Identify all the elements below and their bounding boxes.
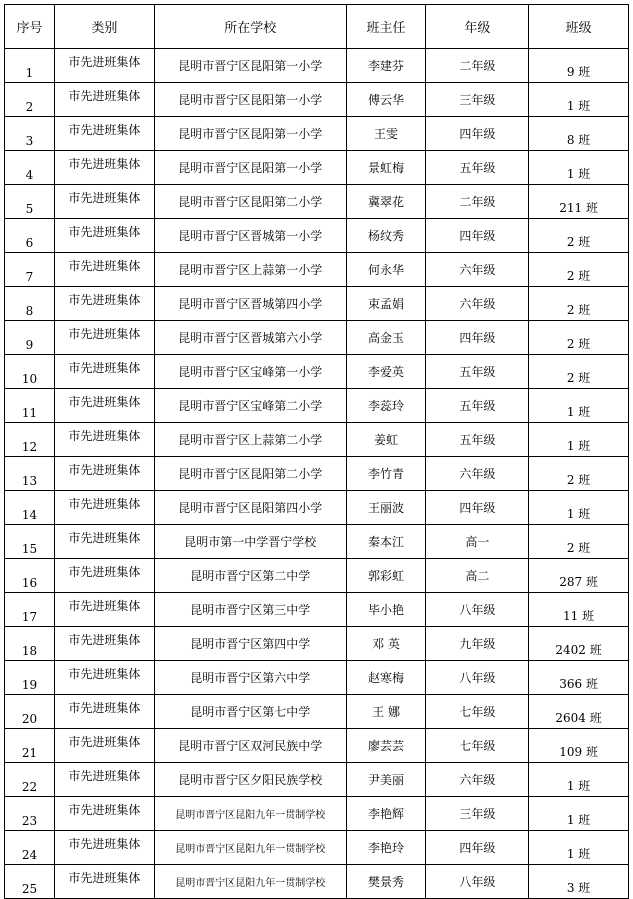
table-row <box>5 831 629 865</box>
table-row <box>5 287 629 321</box>
cell-category: 市先进班集体 <box>54 695 154 729</box>
cell-category: 市先进班集体 <box>54 865 154 899</box>
cell-teacher: 王丽波 <box>346 491 426 525</box>
cell-school: 昆明市晋宁区昆阳第一小学 <box>154 117 346 151</box>
cell-index: 17 <box>5 593 55 627</box>
cell-class: 2 班 <box>529 457 629 491</box>
cell-category: 市先进班集体 <box>54 797 154 831</box>
table-row <box>5 355 629 389</box>
cell-class: 3 班 <box>529 865 629 899</box>
cell-category: 市先进班集体 <box>54 49 154 83</box>
cell-index: 13 <box>5 457 55 491</box>
cell-index: 10 <box>5 355 55 389</box>
cell-category: 市先进班集体 <box>54 185 154 219</box>
cell-category: 市先进班集体 <box>54 763 154 797</box>
cell-school: 昆明市晋宁区第三中学 <box>154 593 346 627</box>
cell-grade: 五年级 <box>426 423 529 457</box>
cell-index: 9 <box>5 321 55 355</box>
table-row <box>5 457 629 491</box>
cell-teacher: 姜虹 <box>346 423 426 457</box>
cell-teacher: 李建芬 <box>346 49 426 83</box>
cell-teacher: 傅云华 <box>346 83 426 117</box>
cell-grade: 四年级 <box>426 321 529 355</box>
cell-category: 市先进班集体 <box>54 593 154 627</box>
cell-category: 市先进班集体 <box>54 321 154 355</box>
table-row <box>5 219 629 253</box>
table-row <box>5 253 629 287</box>
cell-category: 市先进班集体 <box>54 83 154 117</box>
table-row <box>5 559 629 593</box>
table-row <box>5 117 629 151</box>
table-row <box>5 593 629 627</box>
cell-class: 211 班 <box>529 185 629 219</box>
cell-school: 昆明市晋宁区昆阳九年一贯制学校 <box>154 797 346 831</box>
cell-school: 昆明市晋宁区第二中学 <box>154 559 346 593</box>
cell-category: 市先进班集体 <box>54 151 154 185</box>
cell-class: 366 班 <box>529 661 629 695</box>
cell-class: 2 班 <box>529 525 629 559</box>
cell-grade: 五年级 <box>426 355 529 389</box>
header-teacher: 班主任 <box>346 5 426 49</box>
cell-class: 8 班 <box>529 117 629 151</box>
cell-class: 287 班 <box>529 559 629 593</box>
cell-school: 昆明市晋宁区第六中学 <box>154 661 346 695</box>
cell-index: 6 <box>5 219 55 253</box>
cell-school: 昆明市晋宁区昆阳第一小学 <box>154 83 346 117</box>
cell-index: 3 <box>5 117 55 151</box>
cell-grade: 四年级 <box>426 219 529 253</box>
cell-grade: 三年级 <box>426 83 529 117</box>
cell-school: 昆明市晋宁区晋城第四小学 <box>154 287 346 321</box>
cell-teacher: 景虹梅 <box>346 151 426 185</box>
table-row <box>5 695 629 729</box>
cell-grade: 二年级 <box>426 185 529 219</box>
table-row <box>5 763 629 797</box>
cell-grade: 八年级 <box>426 661 529 695</box>
cell-category: 市先进班集体 <box>54 355 154 389</box>
cell-category: 市先进班集体 <box>54 831 154 865</box>
cell-index: 20 <box>5 695 55 729</box>
cell-grade: 八年级 <box>426 593 529 627</box>
cell-index: 8 <box>5 287 55 321</box>
cell-teacher: 李艳玲 <box>346 831 426 865</box>
table-body <box>5 49 629 899</box>
cell-category: 市先进班集体 <box>54 729 154 763</box>
cell-school: 昆明市晋宁区第七中学 <box>154 695 346 729</box>
table-row <box>5 627 629 661</box>
cell-teacher: 郭彩虹 <box>346 559 426 593</box>
table-row <box>5 83 629 117</box>
cell-grade: 九年级 <box>426 627 529 661</box>
cell-category: 市先进班集体 <box>54 525 154 559</box>
cell-index: 21 <box>5 729 55 763</box>
cell-grade: 四年级 <box>426 117 529 151</box>
cell-category: 市先进班集体 <box>54 423 154 457</box>
table-row <box>5 661 629 695</box>
cell-index: 14 <box>5 491 55 525</box>
cell-grade: 六年级 <box>426 253 529 287</box>
cell-class: 1 班 <box>529 423 629 457</box>
cell-category: 市先进班集体 <box>54 661 154 695</box>
cell-school: 昆明市晋宁区第四中学 <box>154 627 346 661</box>
cell-class: 11 班 <box>529 593 629 627</box>
cell-teacher: 冀翠花 <box>346 185 426 219</box>
cell-index: 22 <box>5 763 55 797</box>
cell-school: 昆明市晋宁区上蒜第一小学 <box>154 253 346 287</box>
table-row <box>5 797 629 831</box>
table-row <box>5 49 629 83</box>
cell-teacher: 王雯 <box>346 117 426 151</box>
table-row <box>5 389 629 423</box>
cell-category: 市先进班集体 <box>54 117 154 151</box>
award-table <box>4 4 629 899</box>
header-category: 类别 <box>54 5 154 49</box>
cell-class: 2 班 <box>529 219 629 253</box>
cell-teacher: 束孟娟 <box>346 287 426 321</box>
cell-teacher: 尹美丽 <box>346 763 426 797</box>
cell-index: 15 <box>5 525 55 559</box>
cell-index: 24 <box>5 831 55 865</box>
header-index: 序号 <box>5 5 55 49</box>
cell-category: 市先进班集体 <box>54 389 154 423</box>
cell-teacher: 李艳辉 <box>346 797 426 831</box>
cell-teacher: 王 娜 <box>346 695 426 729</box>
table-row <box>5 729 629 763</box>
cell-school: 昆明市晋宁区夕阳民族学校 <box>154 763 346 797</box>
cell-class: 1 班 <box>529 151 629 185</box>
cell-school: 昆明市晋宁区宝峰第一小学 <box>154 355 346 389</box>
cell-class: 1 班 <box>529 763 629 797</box>
cell-class: 2 班 <box>529 287 629 321</box>
table-row <box>5 151 629 185</box>
cell-school: 昆明市第一中学晋宁学校 <box>154 525 346 559</box>
cell-index: 12 <box>5 423 55 457</box>
cell-category: 市先进班集体 <box>54 491 154 525</box>
cell-grade: 六年级 <box>426 763 529 797</box>
table-row <box>5 423 629 457</box>
header-row <box>5 5 629 49</box>
table-row <box>5 865 629 899</box>
cell-school: 昆明市晋宁区宝峰第二小学 <box>154 389 346 423</box>
cell-teacher: 樊景秀 <box>346 865 426 899</box>
cell-school: 昆明市晋宁区昆阳九年一贯制学校 <box>154 865 346 899</box>
cell-grade: 五年级 <box>426 151 529 185</box>
header-grade: 年级 <box>426 5 529 49</box>
cell-index: 23 <box>5 797 55 831</box>
cell-teacher: 毕小艳 <box>346 593 426 627</box>
cell-class: 109 班 <box>529 729 629 763</box>
cell-teacher: 邓 英 <box>346 627 426 661</box>
cell-grade: 六年级 <box>426 457 529 491</box>
cell-index: 18 <box>5 627 55 661</box>
cell-school: 昆明市晋宁区昆阳第二小学 <box>154 185 346 219</box>
cell-grade: 高二 <box>426 559 529 593</box>
cell-class: 1 班 <box>529 389 629 423</box>
cell-class: 1 班 <box>529 83 629 117</box>
cell-teacher: 秦本江 <box>346 525 426 559</box>
cell-category: 市先进班集体 <box>54 457 154 491</box>
cell-grade: 七年级 <box>426 729 529 763</box>
cell-index: 25 <box>5 865 55 899</box>
cell-category: 市先进班集体 <box>54 627 154 661</box>
cell-index: 19 <box>5 661 55 695</box>
cell-school: 昆明市晋宁区昆阳第一小学 <box>154 49 346 83</box>
cell-class: 2 班 <box>529 355 629 389</box>
cell-index: 16 <box>5 559 55 593</box>
cell-teacher: 李竹青 <box>346 457 426 491</box>
cell-grade: 四年级 <box>426 491 529 525</box>
cell-school: 昆明市晋宁区晋城第一小学 <box>154 219 346 253</box>
cell-index: 7 <box>5 253 55 287</box>
cell-school: 昆明市晋宁区双河民族中学 <box>154 729 346 763</box>
cell-teacher: 杨纹秀 <box>346 219 426 253</box>
cell-class: 1 班 <box>529 797 629 831</box>
cell-index: 1 <box>5 49 55 83</box>
cell-school: 昆明市晋宁区昆阳九年一贯制学校 <box>154 831 346 865</box>
cell-index: 5 <box>5 185 55 219</box>
header-class: 班级 <box>529 5 629 49</box>
cell-teacher: 李爱英 <box>346 355 426 389</box>
header-school: 所在学校 <box>154 5 346 49</box>
cell-class: 1 班 <box>529 491 629 525</box>
table-row <box>5 525 629 559</box>
table-row <box>5 185 629 219</box>
cell-grade: 五年级 <box>426 389 529 423</box>
cell-teacher: 高金玉 <box>346 321 426 355</box>
cell-grade: 六年级 <box>426 287 529 321</box>
table-row <box>5 491 629 525</box>
cell-grade: 七年级 <box>426 695 529 729</box>
cell-teacher: 廖芸芸 <box>346 729 426 763</box>
cell-grade: 高一 <box>426 525 529 559</box>
cell-category: 市先进班集体 <box>54 287 154 321</box>
cell-class: 2402 班 <box>529 627 629 661</box>
cell-index: 11 <box>5 389 55 423</box>
cell-category: 市先进班集体 <box>54 253 154 287</box>
cell-grade: 四年级 <box>426 831 529 865</box>
cell-school: 昆明市晋宁区昆阳第四小学 <box>154 491 346 525</box>
cell-class: 1 班 <box>529 831 629 865</box>
cell-class: 2604 班 <box>529 695 629 729</box>
cell-grade: 三年级 <box>426 797 529 831</box>
cell-grade: 二年级 <box>426 49 529 83</box>
cell-teacher: 李蕊玲 <box>346 389 426 423</box>
cell-category: 市先进班集体 <box>54 559 154 593</box>
cell-index: 2 <box>5 83 55 117</box>
cell-school: 昆明市晋宁区昆阳第二小学 <box>154 457 346 491</box>
cell-school: 昆明市晋宁区上蒜第二小学 <box>154 423 346 457</box>
cell-class: 9 班 <box>529 49 629 83</box>
table-row <box>5 321 629 355</box>
cell-category: 市先进班集体 <box>54 219 154 253</box>
cell-teacher: 赵寒梅 <box>346 661 426 695</box>
cell-class: 2 班 <box>529 321 629 355</box>
cell-class: 2 班 <box>529 253 629 287</box>
cell-index: 4 <box>5 151 55 185</box>
cell-school: 昆明市晋宁区昆阳第一小学 <box>154 151 346 185</box>
cell-teacher: 何永华 <box>346 253 426 287</box>
cell-school: 昆明市晋宁区晋城第六小学 <box>154 321 346 355</box>
cell-grade: 八年级 <box>426 865 529 899</box>
